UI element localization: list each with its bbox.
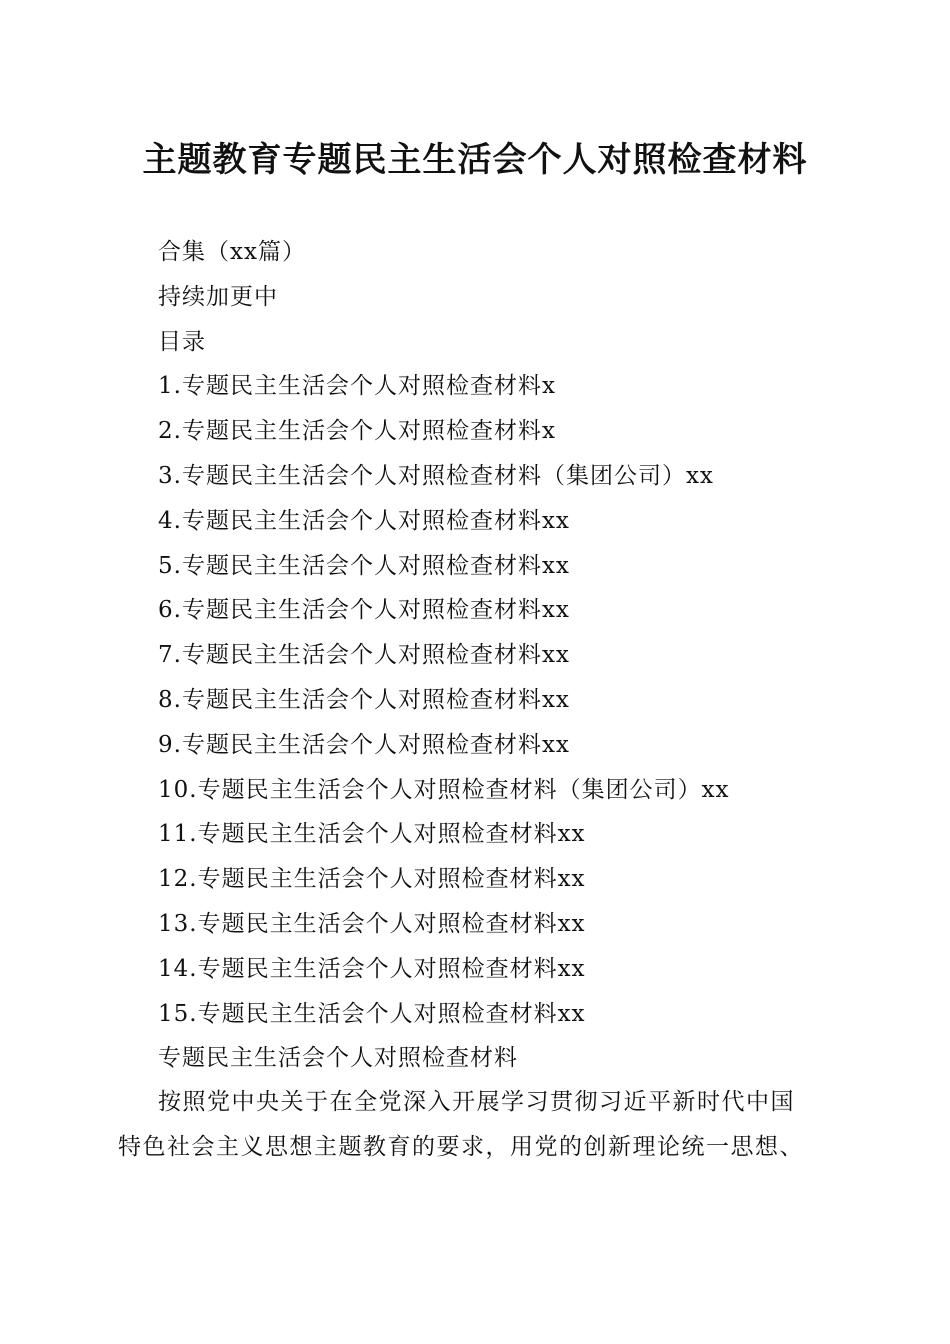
body-paragraph (118, 1080, 838, 1170)
toc-item[interactable]: 13.专题民主生活会个人对照检查材料xx (158, 910, 586, 937)
toc-item[interactable]: 3.专题民主生活会个人对照检查材料（集团公司）xx (158, 462, 714, 489)
document-title: 主题教育专题民主生活会个人对照检查材料 (142, 140, 808, 180)
toc-item[interactable]: 5.专题民主生活会个人对照检查材料xx (158, 552, 570, 579)
toc-item[interactable]: 9.专题民主生活会个人对照检查材料xx (158, 731, 570, 758)
table-of-contents (158, 364, 878, 1036)
toc-item[interactable]: 11.专题民主生活会个人对照检查材料xx (158, 821, 586, 848)
updating-note: 持续加更中 (158, 283, 278, 310)
toc-item[interactable]: 4.专题民主生活会个人对照检查材料xx (158, 507, 570, 534)
toc-item[interactable]: 1.专题民主生活会个人对照检查材料x (158, 373, 556, 400)
toc-item[interactable]: 12.专题民主生活会个人对照检查材料xx (158, 866, 586, 893)
toc-item[interactable]: 7.专题民主生活会个人对照检查材料xx (158, 642, 570, 669)
paragraph-line: 特色社会主义思想主题教育的要求，用党的创新理论统一思想、 (118, 1133, 804, 1160)
toc-heading: 目录 (158, 328, 206, 355)
collection-label: 合集（xx篇） (158, 239, 306, 265)
section-heading: 专题民主生活会个人对照检查材料 (158, 1045, 518, 1072)
toc-item[interactable]: 14.专题民主生活会个人对照检查材料xx (158, 955, 586, 982)
toc-item[interactable]: 2.专题民主生活会个人对照检查材料x (158, 418, 556, 445)
paragraph-line: 按照党中央关于在全党深入开展学习贯彻习近平新时代中国 (158, 1089, 795, 1115)
toc-item[interactable]: 6.专题民主生活会个人对照检查材料xx (158, 597, 570, 624)
intro-and-toc (158, 230, 878, 1081)
toc-item[interactable]: 10.专题民主生活会个人对照检查材料（集团公司）xx (158, 776, 730, 803)
toc-item[interactable]: 8.专题民主生活会个人对照检查材料xx (158, 686, 570, 713)
toc-item[interactable]: 15.专题民主生活会个人对照检查材料xx (158, 1000, 586, 1027)
